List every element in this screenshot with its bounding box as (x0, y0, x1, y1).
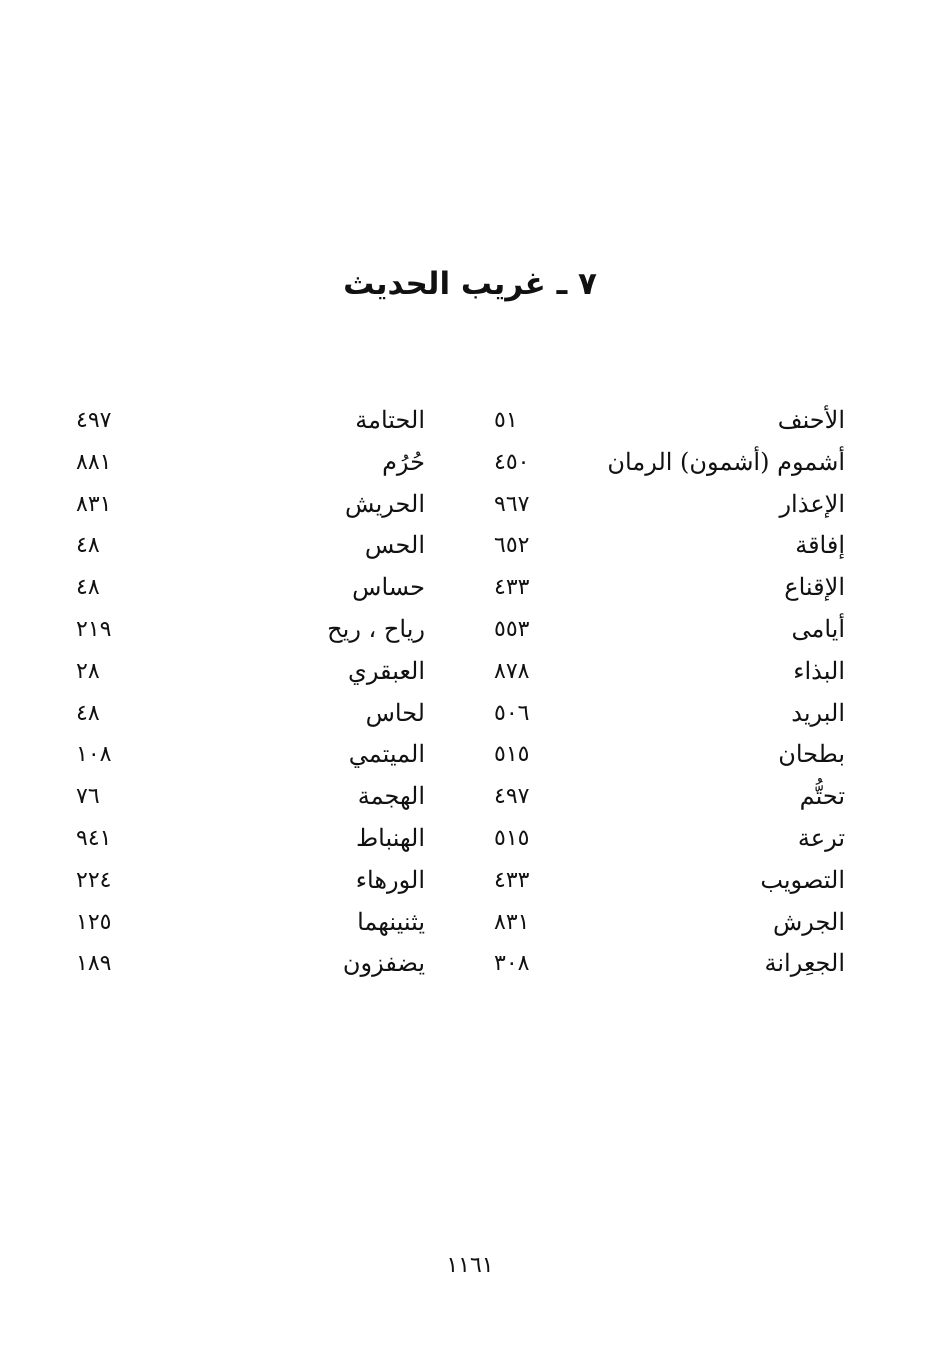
index-page-ref: ٥١ (494, 408, 518, 433)
index-term: حساس (352, 573, 425, 602)
index-row (0, 442, 940, 484)
index-row (0, 734, 940, 776)
index-term: يثنينهما (357, 907, 425, 936)
index-page-ref: ٨٣١ (494, 909, 530, 935)
index-row (0, 651, 940, 693)
index-row (0, 943, 940, 985)
index-term: الحس (364, 531, 425, 560)
index-term: حُرُم (382, 447, 425, 476)
index-term: الإقناع (784, 573, 845, 602)
index-term: لحاس (365, 698, 425, 727)
page-title: ٧ ـ غريب الحديث (343, 266, 597, 302)
index-page-ref: ٤٨ (76, 700, 100, 726)
index-term: يضفزون (342, 949, 425, 978)
index-term: الجرش (772, 907, 845, 936)
index-page-ref: ٤٨ (76, 575, 100, 601)
index-page-ref: ٤٨ (76, 533, 100, 559)
index-row (0, 860, 940, 902)
index-term: بطحان (778, 740, 845, 769)
page-number: ١١٦١ (446, 1253, 494, 1278)
index-term: الميتمي (348, 740, 425, 769)
index-page-ref: ٨٧٨ (494, 658, 530, 684)
index-page-ref: ٢٢٤ (76, 867, 112, 893)
index-table (0, 400, 940, 985)
index-term: العبقري (348, 656, 425, 685)
index-page-ref: ٥٠٦ (494, 700, 530, 726)
index-page-ref: ٥١٥ (494, 742, 530, 768)
index-row (0, 400, 940, 442)
index-row (0, 818, 940, 860)
index-page-ref: ١٨٩ (76, 951, 112, 977)
index-page-ref: ٤٣٣ (494, 575, 530, 601)
index-term: رياح ، ريح (327, 614, 425, 643)
index-term: ترعة (797, 823, 845, 852)
index-row (0, 776, 940, 818)
index-term: التصويب (760, 865, 845, 894)
index-term: البريد (791, 698, 845, 727)
index-page-ref: ٥١٥ (494, 825, 530, 851)
index-term: الجعِرانة (764, 949, 845, 978)
index-page-ref: ٩٤١ (76, 825, 112, 851)
index-page-ref: ٣٠٨ (494, 951, 530, 977)
index-term: الإعذار (779, 489, 845, 518)
index-row (0, 484, 940, 526)
index-term: الورهاء (355, 865, 425, 894)
index-term: أشموم (أشمون) الرمان (607, 447, 845, 476)
index-term: الهجمة (357, 782, 425, 811)
index-term: الحتامة (355, 406, 425, 434)
index-term: الأحنف (777, 406, 845, 434)
index-page-ref: ٩٦٧ (494, 491, 530, 517)
index-term: إفاقة (795, 531, 845, 560)
index-row (0, 525, 940, 567)
index-row (0, 609, 940, 651)
index-page-ref: ٤٩٧ (494, 784, 530, 810)
index-page-ref: ٨٨١ (76, 449, 112, 475)
index-term: البذاء (793, 656, 845, 685)
index-page-ref: ٤٣٣ (494, 867, 530, 893)
index-page-ref: ٤٥٠ (494, 449, 530, 475)
index-page-ref: ٥٥٣ (494, 616, 530, 642)
index-page-ref: ١٠٨ (76, 742, 112, 768)
index-term: أيامى (791, 614, 845, 643)
index-page-ref: ٦٥٢ (494, 533, 530, 559)
index-term: الهنباط (355, 823, 425, 852)
index-page-ref: ٤٩٧ (76, 408, 112, 433)
index-page-ref: ٢١٩ (76, 616, 112, 642)
index-row (0, 902, 940, 944)
index-page-ref: ٨٣١ (76, 491, 112, 517)
index-page-ref: ٧٦ (76, 784, 100, 810)
index-page-ref: ٢٨ (76, 658, 100, 684)
index-row (0, 693, 940, 735)
index-term: تحتُّم (799, 782, 845, 811)
index-page-ref: ١٢٥ (76, 909, 112, 935)
index-term: الحريش (345, 489, 425, 518)
index-row (0, 567, 940, 609)
